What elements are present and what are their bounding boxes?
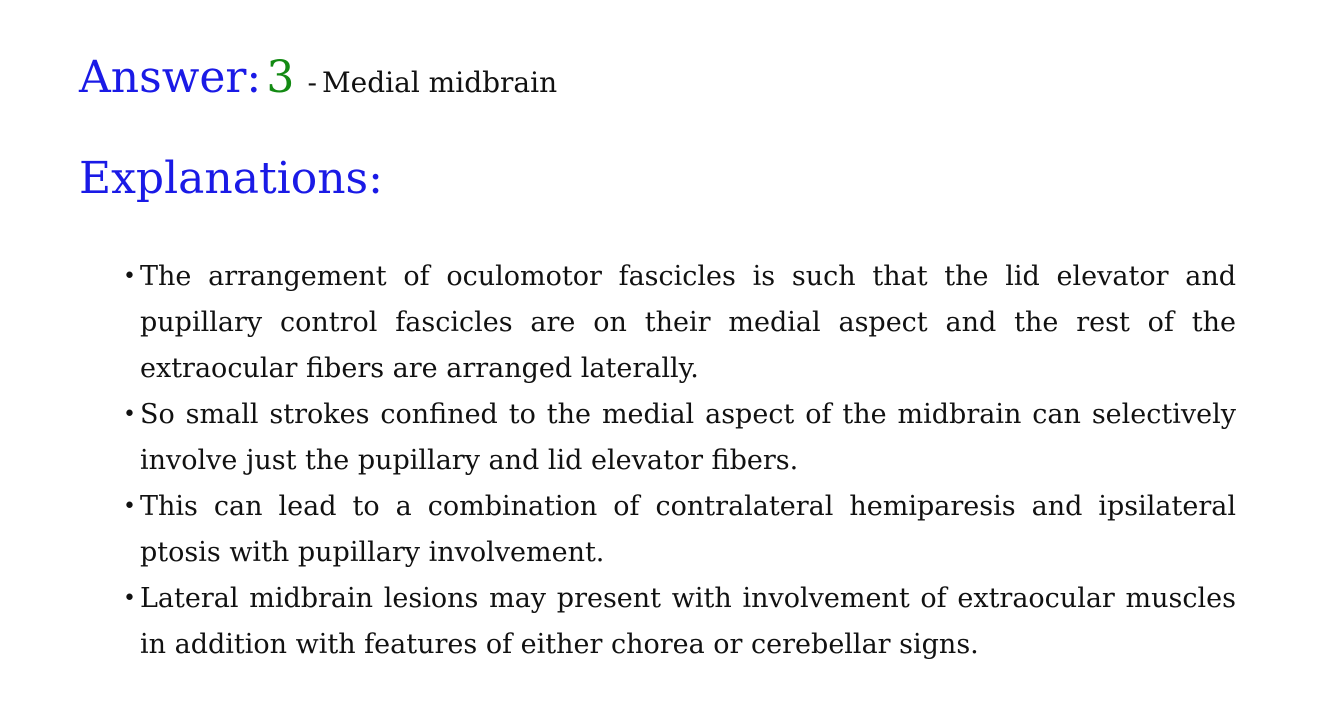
- list-item-text: So small strokes confined to the medial aspect of the midbrain can selectively involve just the pupillary and lid elevator fibers.: [140, 399, 1236, 476]
- bullet-icon: •: [123, 264, 136, 289]
- list-item: [120, 392, 1236, 484]
- list-item-text: This can lead to a combination of contralateral hemiparesis and ipsilateral ptosis with pupillary involvement.: [140, 491, 1236, 568]
- answer-text: Medial midbrain: [322, 66, 558, 99]
- answer-separator: -: [307, 66, 317, 99]
- list-item: [120, 576, 1236, 668]
- list-item: [120, 254, 1236, 392]
- list-item: [120, 484, 1236, 576]
- answer-label: Answer:: [79, 52, 262, 103]
- explanations-list: [120, 254, 1236, 668]
- list-item-text: Lateral midbrain lesions may present with involvement of extraocular muscles in addition with features of either chorea or cerebellar signs.: [140, 583, 1236, 660]
- list-item-text: The arrangement of oculomotor fascicles is such that the lid elevator and pupillary control fascicles are on their medial aspect and the rest of the extraocular fibers are arranged laterally.: [140, 261, 1236, 384]
- bullet-icon: •: [123, 586, 136, 611]
- explanations-heading: Explanations:: [79, 153, 383, 204]
- answer-line: [79, 52, 557, 103]
- bullet-icon: •: [123, 494, 136, 519]
- bullet-icon: •: [123, 402, 136, 427]
- answer-number: 3: [266, 52, 295, 103]
